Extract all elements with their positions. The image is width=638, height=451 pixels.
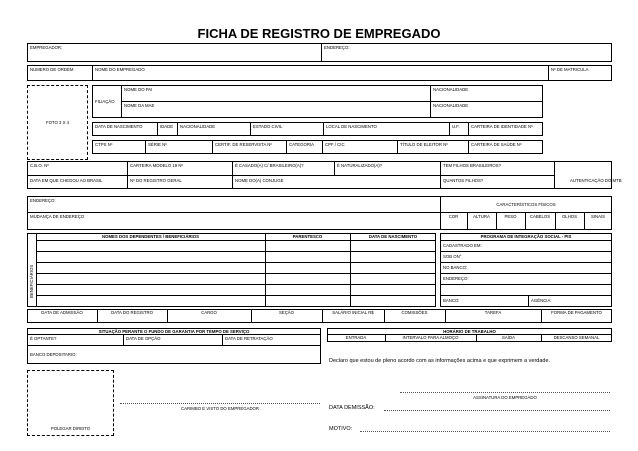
pis-cadastrado-field[interactable]: CADASTRADO EM: — [443, 243, 482, 248]
data-admissao-field[interactable]: DATA DE ADMISSÃO — [41, 310, 83, 315]
fgts-title: SITUAÇÃO PERANTE O FUNDO DE GARANTIA POR TEMPO DE SERVIÇO — [98, 329, 250, 334]
photo-label: FOTO 3 X 4 — [45, 120, 70, 125]
pis-title: PROGRAMA DE INTEGRAÇÃO SOCIAL - PIS — [480, 234, 572, 239]
intervalo-field[interactable]: INTERVALO PARA ALMOÇO — [402, 335, 459, 340]
categoria-field[interactable]: CATEGORIA — [289, 142, 314, 147]
descanso-semanal-field[interactable]: DESCANSO SEMANAL — [553, 335, 600, 340]
fisicos-title: CARACTERÍSTICOS FÍSICOS — [496, 202, 556, 207]
entrada-field[interactable]: ENTRADA — [345, 335, 367, 340]
certif-reservista-field[interactable]: CERTIF. DE RESERVISTA Nº — [215, 142, 272, 147]
pis-banco2-field[interactable]: BANCO: — [443, 298, 460, 303]
pis-banco-field[interactable]: NO BANCO: — [443, 265, 468, 270]
salario-inicial-field[interactable]: SALÁRIO INICIAL R$ — [332, 310, 374, 315]
ctps-field[interactable]: CTPS Nº — [95, 142, 113, 147]
serie-field[interactable]: SÉRIE Nº — [148, 142, 167, 147]
nome-pai-field[interactable]: NOME DO PAI — [124, 87, 153, 92]
declaracao-text: Declaro que estou de pleno acordo com as informações acima e que exprimem a verdade. — [329, 358, 551, 364]
secao-field[interactable]: SEÇÃO — [278, 310, 295, 315]
endereco-empregado-field[interactable]: ENDEREÇO: — [30, 198, 56, 203]
assinatura-empregado-label: ASSINATURA DO EMPREGADO — [473, 395, 537, 400]
cargo-field[interactable]: CARGO — [201, 310, 217, 315]
pis-sob-field[interactable]: SOB ON° — [443, 254, 462, 259]
filhos-brasileiros-field[interactable]: TEM FILHOS BRASILEIROS? — [443, 163, 502, 168]
optante-field[interactable]: É OPTANTE? — [30, 336, 57, 341]
nacionalidade-pai-field[interactable]: NACIONALIDADE — [433, 87, 469, 92]
cabelos-field[interactable]: CABELOS — [529, 214, 551, 219]
casado-brasileiro-field[interactable]: É CASADO(A) C/ BRASILEIRO(A)? — [235, 163, 304, 168]
cpf-field[interactable]: CPF / CIC — [325, 142, 345, 147]
filiacao-label: FILIAÇÃO — [95, 99, 115, 104]
data-registro-field[interactable]: DATA DO REGISTRO — [111, 310, 153, 315]
tarefa-field[interactable]: TAREFA — [484, 310, 502, 315]
forma-pagamento-field[interactable]: FORMA DE PAGAMENTO — [551, 310, 602, 315]
empregador-row — [27, 43, 612, 62]
polegar-label: POLEGAR DIREITO — [50, 426, 91, 431]
nome-empregado-field[interactable]: NOME DO EMPREGADO — [95, 67, 145, 72]
endereco-empregador-field[interactable]: ENDEREÇO: — [324, 45, 350, 50]
motivo-label: MOTIVO: — [329, 426, 353, 432]
saida-field[interactable]: SAÍDA — [502, 335, 515, 340]
local-nascimento-field[interactable]: LOCAL DE NASCIMENTO — [326, 124, 377, 129]
data-nascimento-field[interactable]: DATA DE NASCIMENTO — [95, 124, 143, 129]
quantos-filhos-field[interactable]: QUANTOS FILHOS? — [443, 178, 484, 183]
horario-title: HORÁRIO DE TRABALHO — [443, 329, 496, 334]
col-nomes-dependentes: NOMES DOS DEPENDENTES / BENEFICIÁRIOS — [102, 234, 199, 239]
pis-agencia-field[interactable]: AGÊNCIA: — [531, 298, 552, 303]
data-chegada-field[interactable]: DATA EM QUE CHEGOU AO BRASIL — [30, 178, 103, 183]
mudanca-endereco-field[interactable]: MUDANÇA DE ENDEREÇO — [30, 214, 85, 219]
estado-civil-field[interactable]: ESTADO CIVIL — [253, 124, 283, 129]
matricula-field[interactable]: Nº DE MATRICULA — [551, 67, 589, 72]
banco-depositario-field[interactable]: BANCO DEPOSITARIO: — [30, 352, 77, 357]
carimbo-label: CARIMBO E VISTO DO EMPREGADOR — [181, 406, 259, 411]
numero-ordem-field[interactable]: NUMERO DE ORDEM — [30, 67, 74, 72]
col-data-nascimento: DATA DE NASCIMENTO — [368, 234, 418, 239]
pis-endereco-field[interactable]: ENDEREÇO: — [443, 276, 469, 281]
data-retratacao-field[interactable]: DATA DE RETRATAÇÃO — [225, 336, 273, 341]
beneficiarios-side-label: BENEFICIÁRIOS — [29, 264, 34, 298]
autenticacao-mtb-label: AUTENTICAÇÃO DO MTB — [570, 178, 622, 183]
naturalizado-field[interactable]: É NATURALIZADO(A)? — [337, 163, 383, 168]
altura-field[interactable]: ALTURA — [473, 214, 490, 219]
empregador-field[interactable]: EMPREGADOR: — [30, 45, 63, 50]
titulo-eleitor-field[interactable]: TÍTULO DE ELEITOR Nº — [400, 142, 448, 147]
peso-field[interactable]: PESO — [504, 214, 517, 219]
data-demissao-label: DATA DEMISSÃO: — [329, 405, 375, 411]
col-parentesco: PARENTESCO — [292, 234, 323, 239]
registro-geral-field[interactable]: Nº DO REGISTRO GERAL — [130, 178, 182, 183]
cor-field[interactable]: COR — [448, 214, 459, 219]
cbo-field[interactable]: C.B.O. Nº — [30, 163, 49, 168]
nome-conjuge-field[interactable]: NOME DO(A) CONJUGE — [235, 178, 284, 183]
sinais-field[interactable]: SINAIS — [590, 214, 606, 219]
comissoes-field[interactable]: COMISSÕES — [401, 310, 428, 315]
nome-mae-field[interactable]: NOME DA MAE — [124, 103, 155, 108]
nacionalidade-mae-field[interactable]: NACIONALIDADE — [433, 103, 469, 108]
idade-field[interactable]: IDADE — [160, 124, 174, 129]
uf-field[interactable]: U.F. — [452, 124, 460, 129]
nacionalidade-field[interactable]: NACIONALIDADE — [180, 124, 216, 129]
carteira-identidade-field[interactable]: CARTEIRA DE IDENTIDADE Nº — [471, 124, 533, 129]
page-title: FICHA DE REGISTRO DE EMPREGADO — [197, 26, 441, 41]
data-opcao-field[interactable]: DATA DE OPÇÃO — [126, 336, 161, 341]
olhos-field[interactable]: OLHOS — [561, 214, 578, 219]
carteira-saude-field[interactable]: CARTEIRA DE SAÚDE Nº — [471, 142, 522, 147]
carteira-modelo-field[interactable]: CARTEIRA MODELO 19 Nº — [130, 163, 184, 168]
